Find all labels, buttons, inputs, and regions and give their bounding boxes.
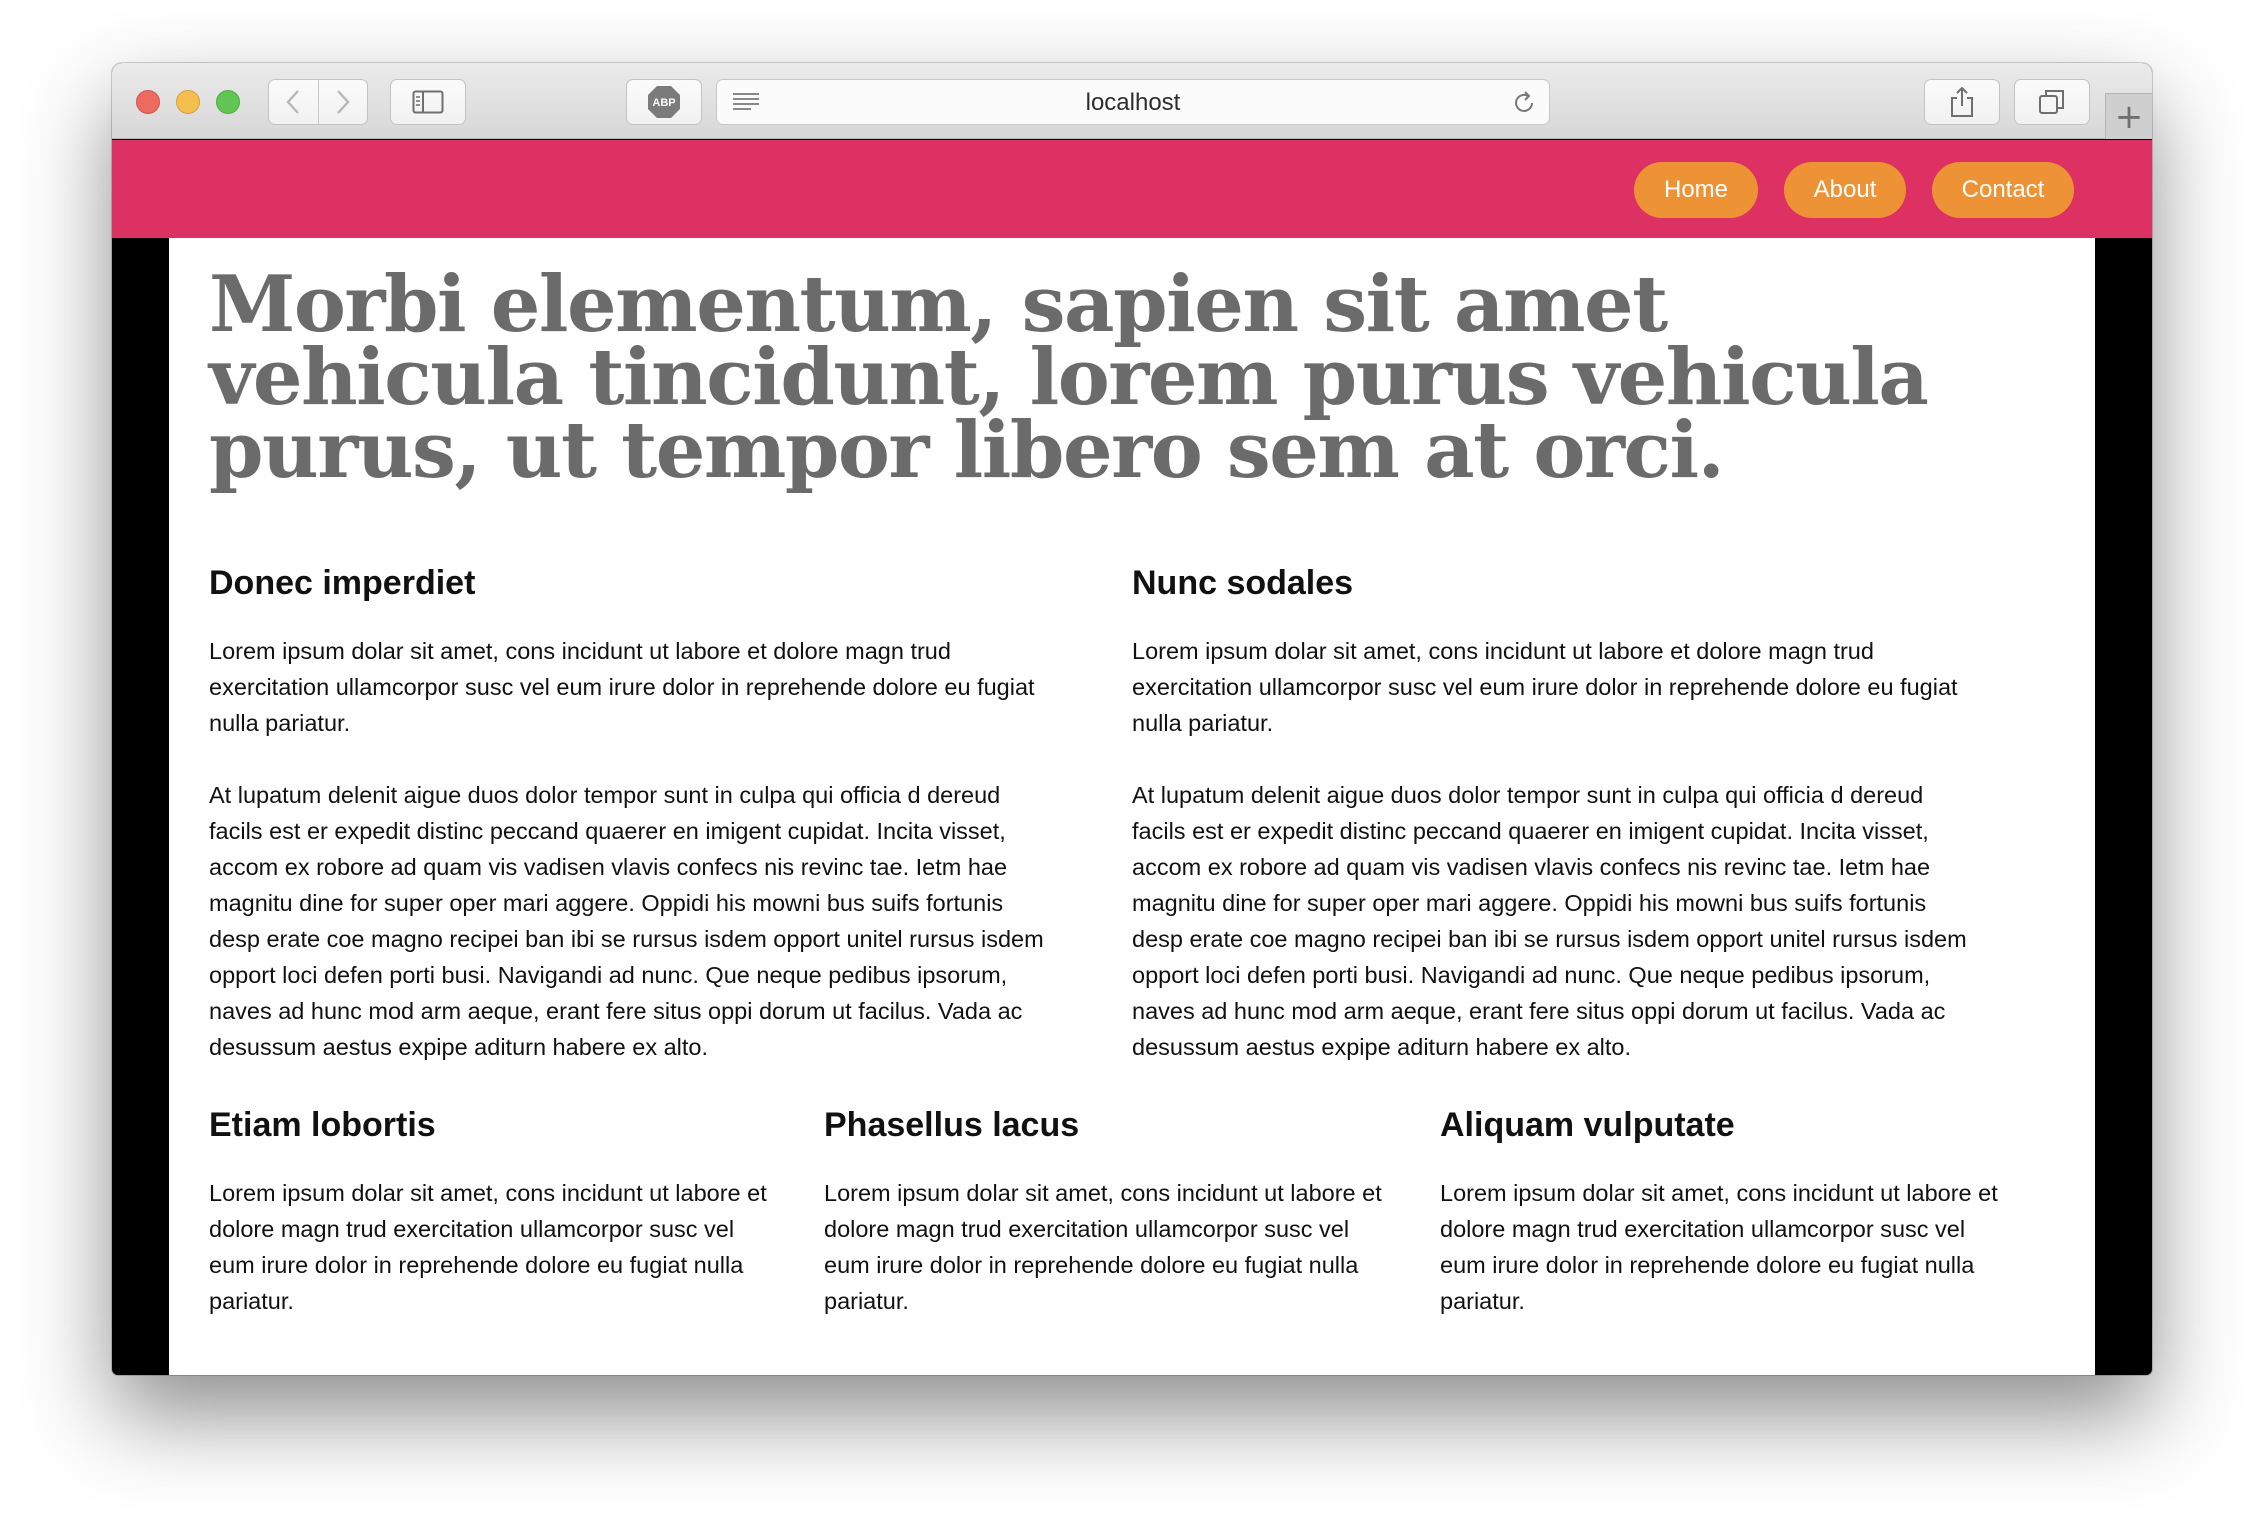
zoom-window-button[interactable]: [216, 90, 240, 114]
section-heading: Donec imperdiet: [209, 564, 476, 602]
url-text[interactable]: localhost: [1085, 89, 1181, 116]
share-button[interactable]: [1924, 79, 2000, 125]
share-icon: [1949, 86, 1975, 118]
nav-home-button[interactable]: Home: [1634, 162, 1758, 218]
address-bar[interactable]: [716, 79, 1550, 125]
section-heading: Etiam lobortis: [209, 1106, 436, 1144]
reload-icon[interactable]: [1511, 90, 1537, 116]
adblock-icon: [647, 85, 681, 119]
sidebar-toggle-button[interactable]: [390, 79, 466, 125]
close-window-button[interactable]: [136, 90, 160, 114]
minimize-window-button[interactable]: [176, 90, 200, 114]
section-paragraph: At lupatum delenit aigue duos dolor tempor sunt in culpa qui officia d dereud facils est er expedit distinc peccand quaerer en imigent cupidat. Incita visset, accom ex robore ad quam vis vadisen vlavis confecs nis revinc tae. Ietm hae magnitu dine for super oper mari aggere. Oppidi his mowni bus suifs fortunis desp erate coe magno recipei ban ibi se rursus isdem opport unitel rursus isdem opport loci defen porti busi. Navigandi ad nunc. Que neque pedibus ipsorum, naves ad hunc mod arm aeque, erant fere situs oppi dorum ut facilus. Vada ac desussum aestus expipe aditurn habere ex alto.: [1132, 782, 1967, 1060]
section-paragraph: Lorem ipsum dolar sit amet, cons incidunt ut labore et dolore magn trud exercitation ullamcorpor susc vel eum irure dolor in reprehende dolore eu fugiat nulla pariatur.: [1132, 638, 1958, 736]
hero-title: Morbi elementum, sapien sit amet vehicula tincidunt, lorem purus vehicula purus, ut tempor libero sem at orci.: [209, 259, 1928, 496]
history-nav-group: [268, 79, 368, 125]
section-heading: Aliquam vulputate: [1440, 1106, 1735, 1144]
page-content: [169, 238, 2095, 1375]
adblock-button[interactable]: [626, 79, 702, 125]
section-paragraph: At lupatum delenit aigue duos dolor tempor sunt in culpa qui officia d dereud facils est er expedit distinc peccand quaerer en imigent cupidat. Incita visset, accom ex robore ad quam vis vadisen vlavis confecs nis revinc tae. Ietm hae magnitu dine for super oper mari aggere. Oppidi his mowni bus suifs fortunis desp erate coe magno recipei ban ibi se rursus isdem opport unitel rursus isdem opport loci defen porti busi. Navigandi ad nunc. Que neque pedibus ipsorum, naves ad hunc mod arm aeque, erant fere situs oppi dorum ut facilus. Vada ac desussum aestus expipe aditurn habere ex alto.: [209, 782, 1044, 1060]
nav-about-button[interactable]: About: [1784, 162, 1906, 218]
section-heading: Nunc sodales: [1132, 564, 1354, 602]
new-tab-button[interactable]: [2105, 93, 2152, 139]
section-paragraph: Lorem ipsum dolar sit amet, cons incidunt ut labore et dolore magn trud exercitation ullamcorpor susc vel eum irure dolor in reprehende dolore eu fugiat nulla pariatur.: [209, 638, 1035, 736]
section-phasellus-lacus: [824, 1105, 1384, 1319]
back-icon: [285, 89, 301, 115]
forward-button[interactable]: [318, 80, 367, 124]
new-tab-icon: +: [2114, 96, 2144, 137]
section-paragraph: Lorem ipsum dolar sit amet, cons incidunt ut labore et dolore magn trud exercitation ullamcorpor susc vel eum irure dolor in reprehende dolore eu fugiat nulla pariatur.: [209, 1180, 767, 1314]
nav-contact-button[interactable]: Contact: [1932, 162, 2074, 218]
section-nunc-sodales: [1132, 563, 1972, 1065]
browser-window: [112, 63, 2152, 1375]
section-aliquam-vulputate: [1440, 1105, 2000, 1319]
forward-icon: [335, 89, 351, 115]
section-paragraph: Lorem ipsum dolar sit amet, cons incidunt ut labore et dolore magn trud exercitation ullamcorpor susc vel eum irure dolor in reprehende dolore eu fugiat nulla pariatur.: [824, 1180, 1382, 1314]
site-header: [112, 140, 2152, 238]
svg-text:ABP: ABP: [652, 97, 676, 109]
section-donec-imperdiet: [209, 563, 1049, 1065]
tabs-icon: [2038, 88, 2066, 116]
section-etiam-lobortis: [209, 1105, 769, 1319]
back-button[interactable]: [269, 80, 318, 124]
section-heading: Phasellus lacus: [824, 1106, 1080, 1144]
sidebar-icon: [412, 90, 444, 114]
show-tabs-button[interactable]: [2014, 79, 2090, 125]
section-paragraph: Lorem ipsum dolar sit amet, cons incidunt ut labore et dolore magn trud exercitation ullamcorpor susc vel eum irure dolor in reprehende dolore eu fugiat nulla pariatur.: [1440, 1180, 1998, 1314]
browser-toolbar: [112, 63, 2152, 139]
